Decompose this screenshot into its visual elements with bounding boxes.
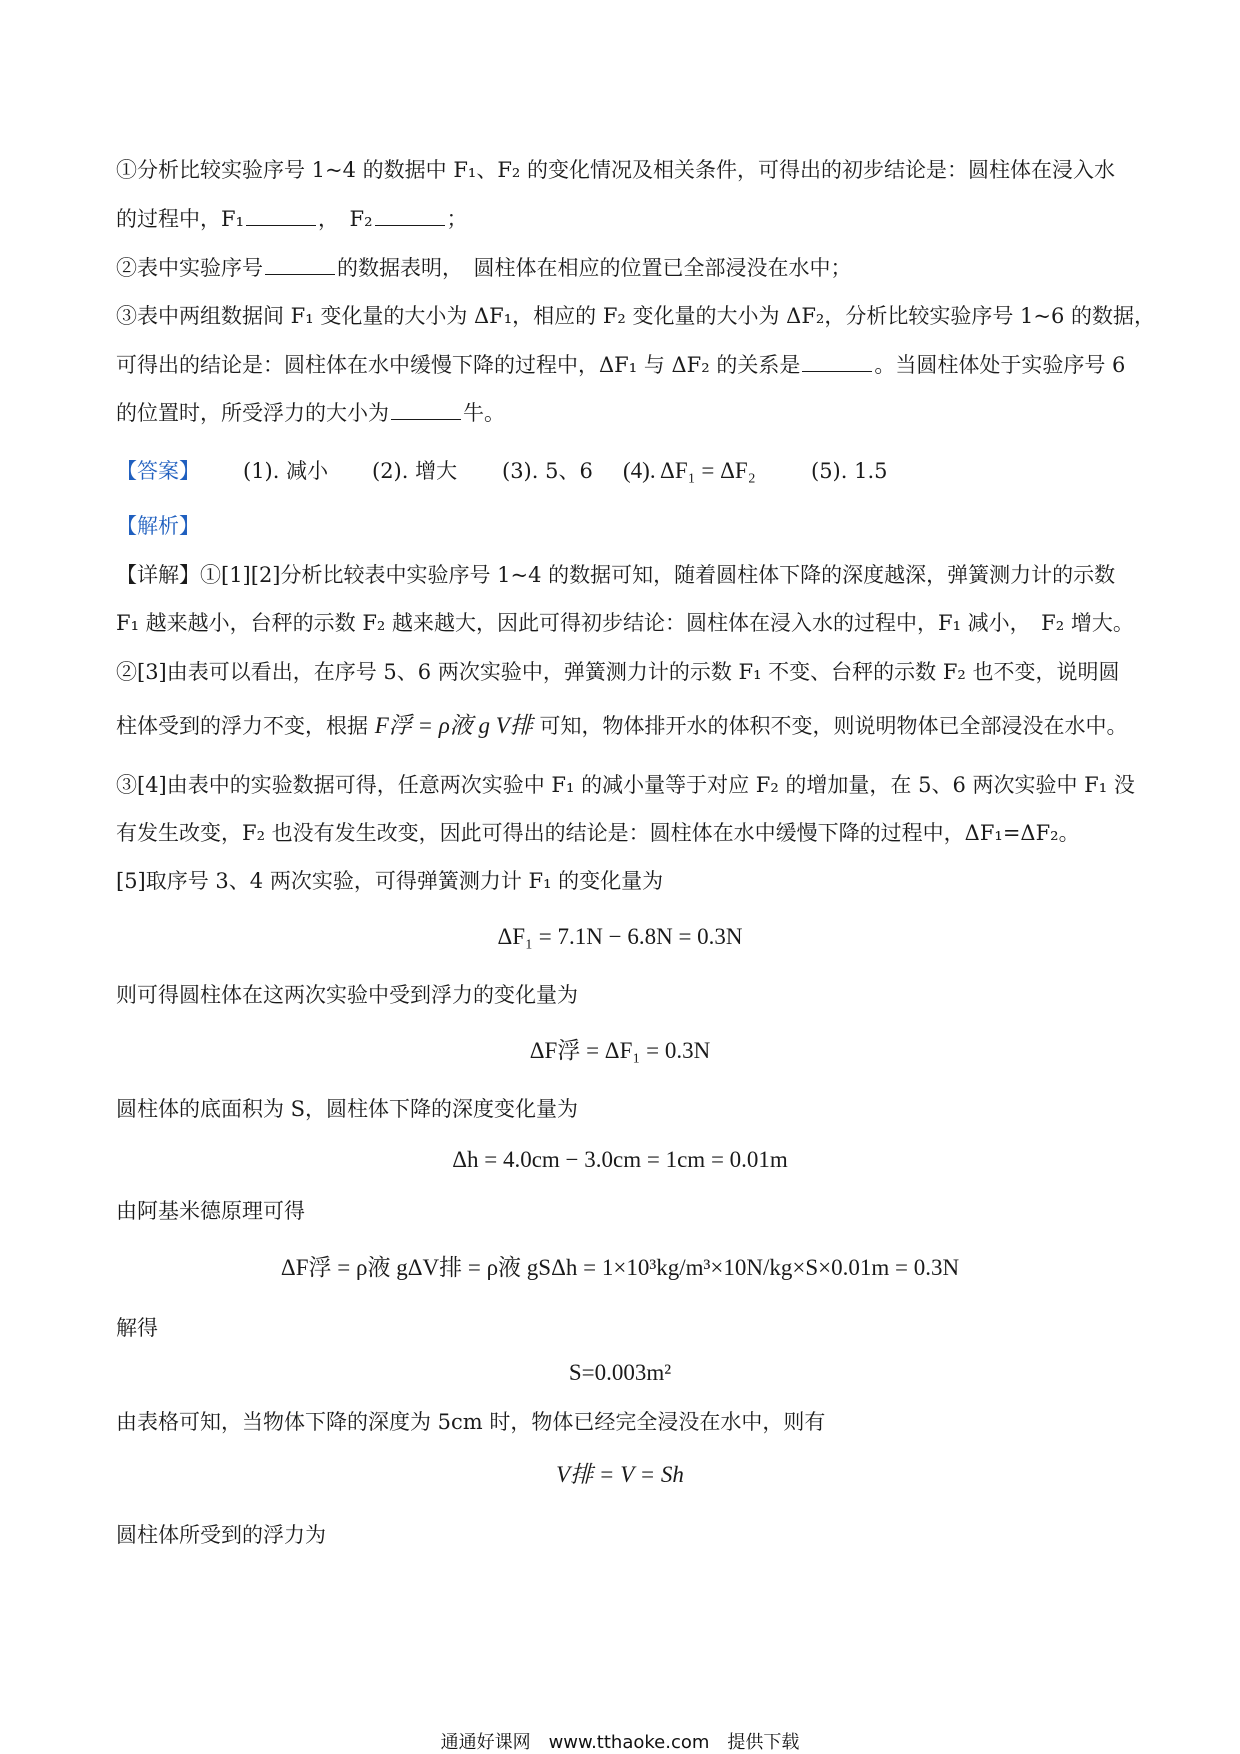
blank-1 [246, 205, 316, 226]
blank-2 [375, 205, 445, 226]
q3-text-b: 。当圆柱体处于实验序号 6 [874, 353, 1126, 377]
answer-item-2: (2). 增大 [372, 459, 458, 483]
buoyancy-formula: F浮 = ρ液 g V排 [374, 713, 533, 738]
blank-3 [265, 254, 335, 275]
equation-3: Δh = 4.0cm − 3.0cm = 1cm = 0.01m [452, 1147, 788, 1172]
detail-line-7: [5]取序号 3、4 两次实验，可得弹簧测力计 F₁ 的变化量为 [116, 869, 664, 893]
footer-text: 通通好课网 www.tthaoke.com 提供下载 [440, 1732, 800, 1753]
q1-text-c: ； [446, 207, 468, 231]
q1-line-1: ①分析比较实验序号 1~4 的数据中 F₁、F₂ 的变化情况及相关条件，可得出的初步结论是：圆柱体在浸入水 [116, 158, 1115, 182]
detail-line-4 [116, 711, 1128, 741]
q1-text-a: 的过程中，F₁ [116, 207, 244, 231]
blank-5 [391, 399, 461, 420]
detail-line-1 [116, 560, 1128, 590]
answer-item-3: (3). 5、6 [502, 459, 593, 483]
equation-5: S=0.003m² [568, 1360, 672, 1385]
equation-2: ΔF浮 = ΔF₁ = 0.3N [529, 1038, 711, 1063]
q1-line-2 [116, 204, 1128, 234]
equation-1: ΔF₁ = 7.1N − 6.8N = 0.3N [497, 924, 743, 949]
answer-tag: 【答案】 [116, 459, 200, 483]
detail-line-12: 由表格可知，当物体下降的深度为 5cm 时，物体已经完全浸没在水中，则有 [116, 1410, 826, 1434]
q3-line-3 [116, 398, 1128, 428]
analysis-tag: 【解析】 [116, 514, 200, 538]
q3-text-c: 的位置时，所受浮力的大小为 [116, 401, 389, 425]
q3-text-a: 可得出的结论是：圆柱体在水中缓慢下降的过程中，ΔF₁ 与 ΔF₂ 的关系是 [116, 353, 801, 377]
detail-line-8: 则可得圆柱体在这两次实验中受到浮力的变化量为 [116, 983, 578, 1007]
detail-text-4a: 柱体受到的浮力不变，根据 [116, 714, 368, 738]
detail-line-9: 圆柱体的底面积为 S，圆柱体下降的深度变化量为 [116, 1097, 579, 1121]
q3-line-1: ③表中两组数据间 F₁ 变化量的大小为 ΔF₁，相应的 F₂ 变化量的大小为 ΔF₂，分析比较实验序号 1~6 的数据， [116, 304, 1156, 328]
equation-4: ΔF浮 = ρ液 gΔV排 = ρ液 gSΔh = 1×10³kg/m³×10N/kg×S×0.01m = 0.3N [280, 1255, 960, 1280]
answer-item-1: (1). 减小 [243, 459, 329, 483]
detail-line-10: 由阿基米德原理可得 [116, 1199, 305, 1223]
answer-item-4: (4). ΔF₁ = ΔF₂ [623, 458, 756, 483]
detail-line-6: 有发生改变，F₂ 也没有发生改变，因此可得出的结论是：圆柱体在水中缓慢下降的过程中，ΔF₁=ΔF₂。 [116, 821, 1080, 845]
equation-6: V排 = V = Sh [556, 1462, 684, 1487]
detail-line-11: 解得 [116, 1316, 158, 1340]
detail-text-1: ①[1][2]分析比较表中实验序号 1~4 的数据可知，随着圆柱体下降的深度越深，弹簧测力计的示数 [200, 563, 1116, 587]
detail-text-4b: 可知，物体排开水的体积不变，则说明物体已全部浸没在水中。 [539, 714, 1128, 738]
q2-line [116, 253, 1128, 283]
detail-line-3: ②[3]由表可以看出，在序号 5、6 两次实验中，弹簧测力计的示数 F₁ 不变、台秤的示数 F₂ 也不变，说明圆 [116, 660, 1120, 684]
q1-text-b: ， F₂ [318, 207, 373, 231]
detail-tag: 【详解】 [116, 563, 200, 587]
q2-text-a: ②表中实验序号 [116, 256, 263, 280]
detail-line-5: ③[4]由表中的实验数据可得，任意两次实验中 F₁ 的减小量等于对应 F₂ 的增加量，在 5、6 两次实验中 F₁ 没 [116, 773, 1135, 797]
q3-text-d: 牛。 [463, 401, 505, 425]
blank-4 [802, 351, 872, 372]
detail-line-13: 圆柱体所受到的浮力为 [116, 1523, 326, 1547]
detail-line-2: F₁ 越来越小，台秤的示数 F₂ 越来越大，因此可得初步结论：圆柱体在浸入水的过程中，F₁ 减小， F₂ 增大。 [116, 611, 1134, 635]
q2-text-b: 的数据表明， 圆柱体在相应的位置已全部浸没在水中； [337, 256, 852, 280]
answer-item-5: (5). 1.5 [811, 459, 888, 483]
q3-line-2 [116, 350, 1128, 380]
